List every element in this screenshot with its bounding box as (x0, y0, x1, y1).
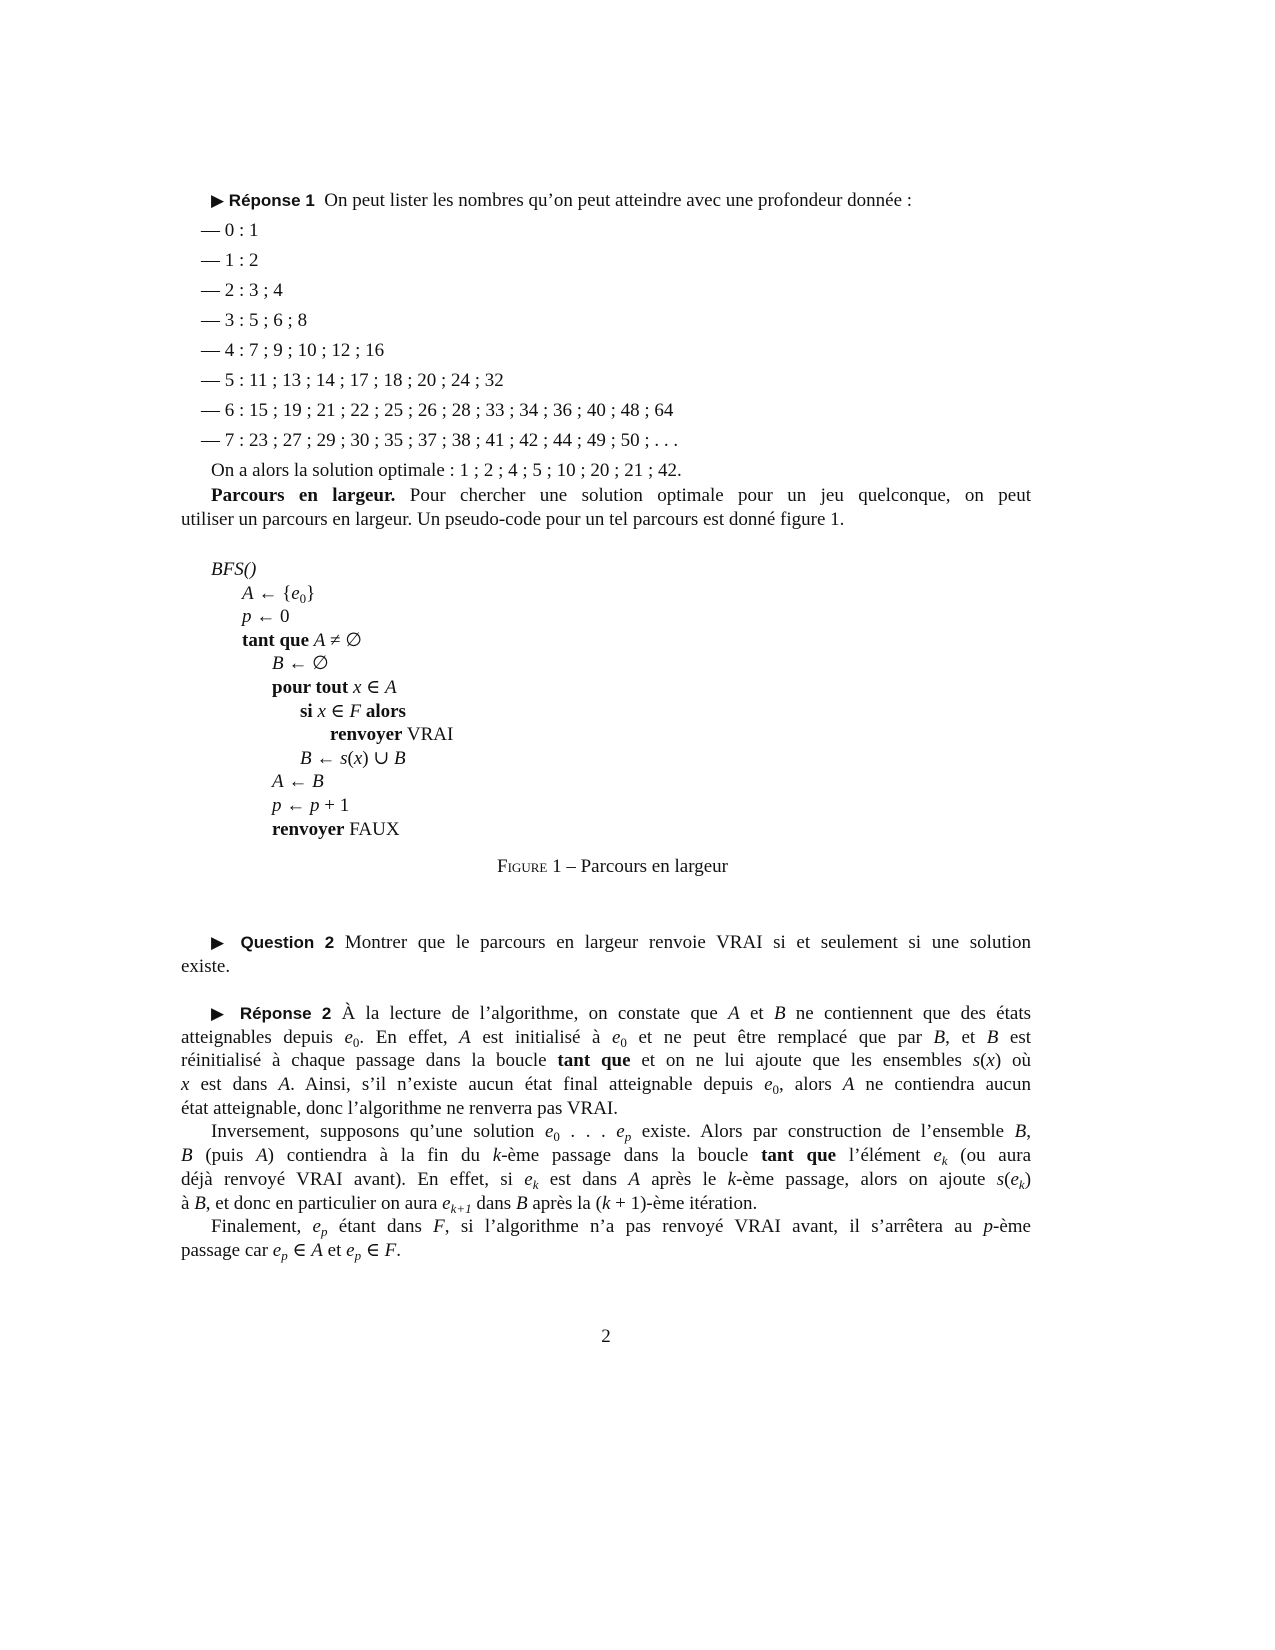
text-run: e (442, 1192, 451, 1214)
text-run: et on ne lui ajoute que les ensembles (630, 1050, 973, 1072)
text-run: e (346, 1239, 355, 1261)
text-run: déjà renvoyé VRAI avant). En effet, si (181, 1168, 525, 1190)
figure-caption-text: – Parcours en largeur (561, 856, 728, 877)
text-run: , alors (779, 1074, 843, 1096)
text-run: ne contiendra aucun (854, 1074, 1031, 1096)
text-line (181, 186, 1031, 216)
text-run: , si l’algorithme n’a pas renvoyé VRAI avant, il s’arrêtera au (444, 1216, 984, 1238)
text-run: A (242, 582, 254, 604)
text-run: x (352, 676, 362, 698)
text-run: 0 (620, 1034, 627, 1050)
text-line (181, 629, 1031, 653)
text-run: Montrer que le parcours en largeur renvoie VRAI si et seulement si une solution (334, 932, 1031, 953)
text-run: B (515, 1192, 528, 1214)
text-run: ← (311, 747, 341, 769)
text-run: e (616, 1121, 625, 1143)
text-run: passage car (181, 1239, 273, 1261)
text-run: x (181, 1074, 190, 1096)
page-number: 2 (601, 1326, 611, 1347)
text-run: existe. Alors par construction de l’ensemble (631, 1121, 1015, 1143)
text-run: k (727, 1168, 737, 1190)
text-run: Pour chercher une solution optimale pour un jeu quelconque, on peut (395, 485, 1031, 506)
text-run: . (396, 1239, 401, 1261)
text-run: est initialisé à (470, 1026, 612, 1048)
text-line (181, 1002, 1031, 1026)
text-run: étant dans (327, 1216, 434, 1238)
text-line (181, 216, 1031, 246)
section-heading: ▶ Réponse 1 (211, 191, 315, 210)
text-run: A (278, 1074, 291, 1096)
text-run: ( (1004, 1168, 1011, 1190)
text-line (181, 246, 1031, 276)
text-run: e (312, 1216, 321, 1238)
text-run: p (242, 606, 252, 628)
text-run: A (313, 629, 326, 651)
text-run: e (272, 1239, 282, 1261)
text-run: réinitialisé à chaque passage dans la boucle (181, 1050, 558, 1072)
bold-text: alors (365, 700, 406, 722)
text-run: ∈ (325, 700, 350, 722)
section-heading: ▶ Réponse 2 (211, 1004, 332, 1023)
text-run: ≠ ∅ (325, 629, 362, 651)
text-run: B (933, 1026, 946, 1048)
text-run: F (384, 1239, 397, 1261)
text-run: VRAI (402, 724, 454, 746)
text-line (181, 931, 1031, 955)
text-line (181, 582, 1031, 606)
text-run: F (433, 1216, 445, 1238)
text-line (181, 1192, 1031, 1216)
text-run: ← ∅ (283, 653, 329, 675)
text-run: A (256, 1145, 268, 1167)
text-line (181, 1073, 1031, 1097)
text-run: — 6 : 15 ; 19 ; 21 ; 22 ; 25 ; 26 ; 28 ; 33 ; 34 ; 36 ; 40 ; 48 ; 64 (201, 400, 674, 421)
text-run: k (1018, 1176, 1025, 1192)
text-run: s (340, 747, 348, 769)
text-run: — 2 : 3 ; 4 (201, 280, 283, 301)
text-run: ne contiennent que des états (785, 1003, 1032, 1024)
text-run: x (353, 747, 363, 769)
text-run: k+1 (450, 1200, 472, 1216)
text-run: ← (281, 794, 310, 816)
section-heading: ▶ Question 2 (211, 933, 335, 952)
text-run: } (306, 582, 316, 604)
text-run: F (349, 700, 362, 722)
bold-text: tant que (242, 629, 310, 651)
text-line (181, 484, 1031, 508)
text-run: p (281, 1247, 288, 1263)
text-run: B (986, 1026, 999, 1048)
text-run: — 4 : 7 ; 9 ; 10 ; 12 ; 16 (201, 340, 385, 361)
text-run: A (459, 1026, 471, 1048)
text-run: ) ∪ (362, 747, 395, 769)
text-run: 0 (553, 1129, 560, 1145)
text-run: + 1)-ème itération. (610, 1192, 758, 1214)
text-run: l’élément (836, 1145, 934, 1167)
bold-text: tant que (557, 1050, 631, 1072)
text-run: ∈ (361, 676, 385, 698)
text-run: après le (639, 1168, 728, 1190)
answer-2 (181, 1002, 1031, 1263)
text-run: -ème passage, alors on ajoute (736, 1168, 997, 1190)
answer-1 (181, 186, 1031, 486)
text-run: (ou aura (947, 1145, 1031, 1167)
text-run: est dans (189, 1074, 279, 1096)
text-line (181, 1097, 1031, 1121)
text-run: Inversement, supposons qu’une solution (211, 1121, 545, 1143)
text-run: e (291, 582, 300, 604)
bold-text: Parcours en largeur. (211, 485, 396, 506)
text-run: A (272, 771, 284, 793)
text-run: après la ( (527, 1192, 602, 1214)
text-run: B (1014, 1121, 1027, 1143)
text-run: ( (347, 747, 354, 769)
text-run: (puis (192, 1145, 257, 1167)
text-run: ) contiendra à la fin du (267, 1145, 493, 1167)
text-line (181, 794, 1031, 818)
bold-text: si (300, 700, 313, 722)
bold-text: renvoyer (330, 724, 403, 746)
bold-text: renvoyer (272, 818, 345, 840)
text-run: e (1010, 1168, 1019, 1190)
text-run: . En effet, (359, 1026, 460, 1048)
text-line (181, 1026, 1031, 1050)
text-run: ( (980, 1050, 987, 1072)
text-run: k (492, 1145, 502, 1167)
text-run: k (601, 1192, 611, 1214)
text-run: — 0 : 1 (201, 220, 259, 241)
text-run: B (300, 747, 312, 769)
text-run: B (272, 653, 284, 675)
text-run: 0 (352, 1034, 360, 1050)
text-run: k (941, 1153, 948, 1169)
text-run: et (739, 1003, 774, 1024)
text-run: p (354, 1247, 362, 1263)
bold-text: pour tout (272, 676, 349, 698)
text-run: B (312, 771, 324, 793)
text-run: ∈ (287, 1239, 312, 1261)
text-line (181, 456, 1031, 486)
text-run: — 5 : 11 ; 13 ; 14 ; 17 ; 18 ; 20 ; 24 ; 32 (201, 370, 504, 391)
text-line (181, 396, 1031, 426)
text-line (181, 336, 1031, 366)
text-run: On a alors la solution optimale : 1 ; 2 ; 4 ; 5 ; 10 ; 20 ; 21 ; 42. (211, 460, 682, 481)
text-run: ← { (253, 582, 292, 604)
text-run: s (972, 1050, 981, 1072)
text-run: B (394, 747, 406, 769)
text-run: est dans (538, 1168, 629, 1190)
text-run: e (764, 1074, 773, 1096)
text-run: p (272, 794, 282, 816)
text-run: ← 0 (251, 606, 290, 628)
text-line (181, 508, 1031, 532)
text-run: , et donc en particulier on aura (205, 1192, 443, 1214)
text-run: k (532, 1176, 539, 1192)
text-run: BFS() (211, 559, 257, 580)
text-run: -ème (993, 1216, 1031, 1238)
text-run: dans (471, 1192, 516, 1214)
text-run: s (996, 1168, 1005, 1190)
text-run: . Ainsi, s’il n’existe aucun état final atteignable depuis (290, 1074, 765, 1096)
text-run: utiliser un parcours en largeur. Un pseudo-code pour un tel parcours est donné figure 1. (181, 509, 845, 530)
text-run: 0 (299, 590, 307, 606)
text-run: e (611, 1026, 621, 1048)
text-run: A (384, 676, 397, 698)
text-line (181, 818, 1031, 842)
text-line (181, 770, 1031, 794)
text-run: B (773, 1003, 786, 1024)
text-run: ) où (994, 1050, 1032, 1072)
text-run: A (628, 1168, 640, 1190)
text-line (181, 1144, 1031, 1168)
text-run: ) (1024, 1168, 1032, 1190)
text-line (181, 306, 1031, 336)
text-run: A (728, 1003, 740, 1024)
text-run: p (624, 1129, 632, 1145)
question-2 (181, 931, 1031, 979)
text-line (181, 676, 1031, 700)
bfs-pseudocode (181, 558, 1031, 841)
text-run: FAUX (344, 818, 400, 840)
text-run: B (181, 1145, 193, 1167)
text-run: A (311, 1239, 323, 1261)
text-run: e (524, 1168, 533, 1190)
text-line (181, 558, 1031, 582)
text-run: À la lecture de l’algorithme, on constate que (331, 1003, 729, 1024)
text-run: — 3 : 5 ; 6 ; 8 (201, 310, 308, 331)
text-line (181, 605, 1031, 629)
text-run: est (998, 1026, 1032, 1048)
text-run: x (317, 700, 326, 722)
text-run: ∈ (361, 1239, 385, 1261)
text-line (181, 955, 1031, 979)
text-run: e (544, 1121, 554, 1143)
text-run: — 7 : 23 ; 27 ; 29 ; 30 ; 35 ; 37 ; 38 ; 41 ; 42 ; 44 ; 49 ; 50 ; . . . (201, 430, 679, 451)
text-run: e (933, 1145, 942, 1167)
text-run: + 1 (319, 794, 350, 816)
text-line (181, 1215, 1031, 1239)
text-run: e (344, 1026, 353, 1048)
text-run: p (320, 1224, 328, 1240)
text-run: Finalement, (211, 1216, 313, 1238)
text-run: . . . (559, 1121, 617, 1143)
text-line (181, 723, 1031, 747)
text-run: , et (945, 1026, 987, 1048)
text-run: -ème passage dans la boucle (501, 1145, 762, 1167)
text-run: et (322, 1239, 347, 1261)
text-line (181, 276, 1031, 306)
text-run: existe. (181, 956, 231, 977)
text-line (181, 1049, 1031, 1073)
text-run: x (986, 1050, 995, 1072)
text-run: état atteignable, donc l’algorithme ne renverra pas VRAI. (181, 1097, 619, 1119)
figure-label: Figure 1 (497, 856, 562, 877)
text-run: A (842, 1074, 855, 1096)
text-run: , (1026, 1121, 1031, 1143)
text-line (181, 652, 1031, 676)
text-run: p (310, 794, 320, 816)
bold-text: tant que (761, 1145, 837, 1167)
text-run: On peut lister les nombres qu’on peut atteindre avec une profondeur donnée : (314, 190, 913, 211)
text-run: atteignables depuis (181, 1026, 345, 1048)
text-run: p (983, 1216, 994, 1238)
text-run: B (194, 1192, 206, 1214)
figure-caption (0, 856, 1225, 878)
text-line (181, 747, 1031, 771)
bfs-intro-paragraph (181, 484, 1031, 532)
text-run: 0 (772, 1082, 780, 1098)
text-line (181, 426, 1031, 456)
text-line (181, 366, 1031, 396)
text-line (181, 1239, 1031, 1263)
text-line (181, 1168, 1031, 1192)
text-run: à (181, 1192, 195, 1214)
text-run: ← (283, 771, 313, 793)
text-run: — 1 : 2 (201, 250, 259, 271)
text-line (181, 1120, 1031, 1144)
text-run: et ne peut être remplacé que par (626, 1026, 934, 1048)
text-line (181, 700, 1031, 724)
